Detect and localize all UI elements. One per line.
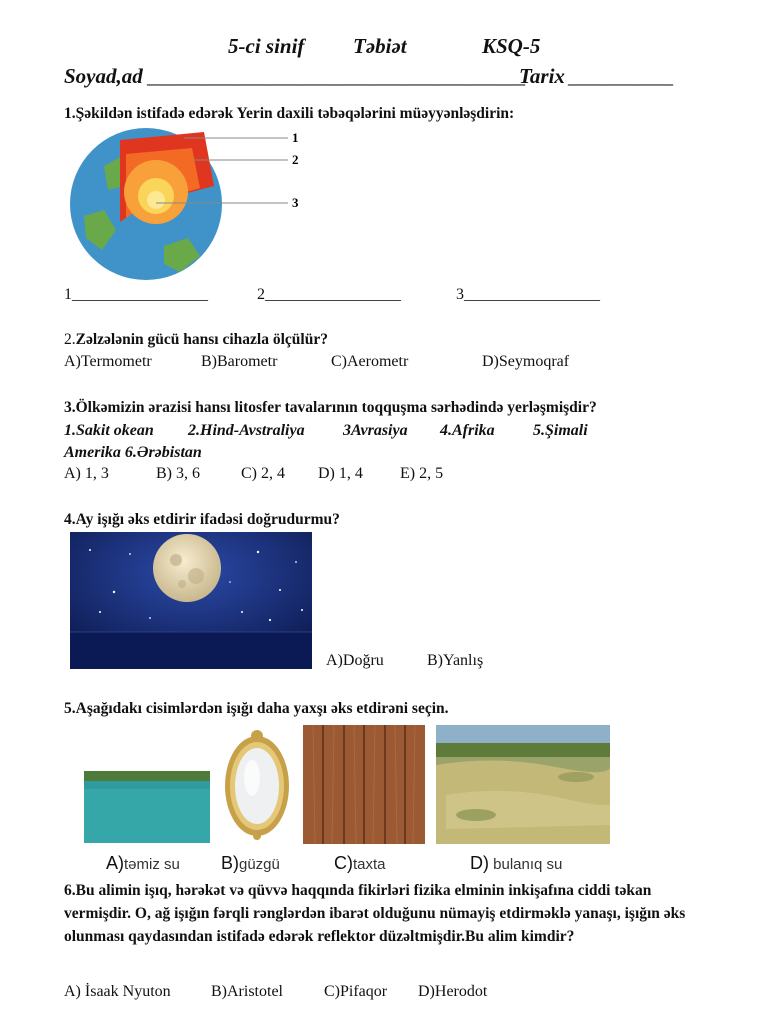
q5-option-d-letter: D) [470,853,489,873]
question-5: 5.Aşağıdakı cisimlərdən işığı daha yaxşı əks etdirəni seçin. [64,700,449,717]
q5-option-c[interactable] [334,853,386,874]
q6-option-b[interactable]: B)Aristotel [211,983,283,1000]
date-label: Tarix [519,64,565,88]
q5-option-b-label: güzgü [239,856,280,873]
q3-option-d[interactable]: D) 1, 4 [318,465,363,482]
grade-title: 5-ci sinif [228,34,305,58]
plate-4: 4.Afrika [440,422,495,439]
earth-layers-image [64,126,314,284]
q5-option-c-letter: C) [334,853,353,873]
q5-option-a-label: təmiz su [124,856,180,873]
layer-label-3: 3 [292,195,299,210]
answer-line-1[interactable]: 1_________________ [64,286,208,303]
name-input-line[interactable]: ____________________________________ [147,64,525,88]
q3-option-e[interactable]: E) 2, 5 [400,465,444,482]
q5-option-c-label: taxta [353,856,386,873]
q3-option-c[interactable]: C) 2, 4 [241,465,285,482]
question-3: 3.Ölkəmizin ərazisi hansı litosfer tavalarının toqquşma sərhədində yerləşmişdir? [64,399,597,416]
subject-title: Təbiət [353,34,407,58]
plate-line-2: Amerika 6.Ərəbistan [64,444,202,461]
q2-option-d[interactable]: D)Seymoqraf [482,353,570,370]
question-2-text: Zəlzələnin gücü hansı cihazla ölçülür? [75,331,328,348]
wood-plank-image [303,725,425,844]
plate-1: 1.Sakit okean [64,422,154,439]
plate-3: 3Avrasiya [343,422,408,439]
question-2-number: 2. [64,331,76,348]
question-4: 4.Ay işığı əks etdirir ifadəsi doğrudurmu? [64,511,340,528]
q6-option-d[interactable]: D)Herodot [418,983,488,1000]
q3-option-b[interactable]: B) 3, 6 [156,465,200,482]
q6-option-a[interactable]: A) İsaak Nyuton [64,983,171,1000]
name-label: Soyad,ad [64,64,143,88]
clean-water-image [84,765,210,843]
q5-option-a-letter: A) [106,853,124,873]
muddy-water-image [436,725,610,844]
question-1: 1.Şəkildən istifadə edərək Yerin daxili təbəqələrini müəyyənləşdirin: [64,105,515,122]
q5-option-d-label: bulanıq su [489,856,563,873]
date-input-line[interactable]: __________ [568,64,673,88]
answer-line-3[interactable]: 3_________________ [456,286,600,303]
q6-option-c[interactable]: C)Pifaqor [324,983,388,1000]
question-2 [64,331,328,349]
q4-option-b[interactable]: B)Yanlış [427,652,484,669]
q5-option-a[interactable] [106,853,180,874]
test-code: KSQ-5 [482,34,541,58]
plate-5: 5.Şimali [533,422,588,439]
q2-option-a[interactable]: A)Termometr [64,353,152,370]
q3-option-a[interactable]: A) 1, 3 [64,465,109,482]
moon-night-image [70,532,312,669]
plate-2: 2.Hind-Avstraliya [188,422,305,439]
q5-option-d[interactable] [470,853,562,874]
layer-label-1: 1 [292,130,299,145]
question-6: 6.Bu alimin işıq, hərəkət və qüvvə haqqında fikirləri fizika elminin inkişafına ciddi təkan vermişdir. O, ağ işığın fərqli rənglərdən ibarət olduğunu nümayiş etdirməklə yanaşı, işığın əks olunması qaydasından istifadə edərək reflektor düzəltmişdir.Bu alim kimdir? [64,882,686,945]
q5-option-b[interactable] [221,853,280,874]
q5-option-b-letter: B) [221,853,239,873]
q2-option-b[interactable]: B)Barometr [201,353,278,370]
answer-line-2[interactable]: 2_________________ [257,286,401,303]
q2-option-c[interactable]: C)Aerometr [331,353,409,370]
mirror-image [222,728,292,840]
layer-label-2: 2 [292,152,299,167]
q4-option-a[interactable]: A)Doğru [326,652,384,669]
